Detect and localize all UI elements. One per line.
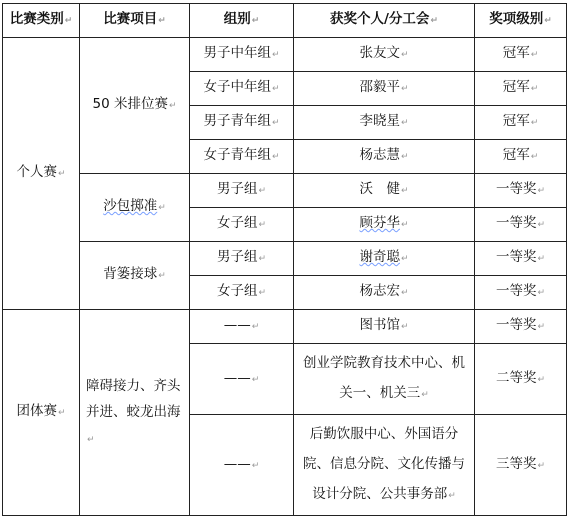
header-award: 奖项级别↵: [475, 4, 567, 38]
group-cell: 女子组↵: [190, 208, 294, 242]
award-cell: 二等奖↵: [475, 344, 567, 415]
winner-cell: 邵毅平↵: [294, 72, 475, 106]
group-cell: 男子青年组↵: [190, 106, 294, 140]
winner-cell: 谢奇聪↵: [294, 242, 475, 276]
winner-cell: 李晓星↵: [294, 106, 475, 140]
group-cell: 女子青年组↵: [190, 140, 294, 174]
award-cell: 一等奖↵: [475, 174, 567, 208]
group-cell: 男子组↵: [190, 174, 294, 208]
winner-cell: 张友文↵: [294, 38, 475, 72]
header-winner: 获奖个人/分工会↵: [294, 4, 475, 38]
table-row: [3, 310, 567, 344]
group-cell: ——↵: [190, 310, 294, 344]
header-row: [3, 4, 567, 38]
award-cell: 一等奖↵: [475, 242, 567, 276]
award-cell: 冠军↵: [475, 72, 567, 106]
header-category: 比赛类别↵: [3, 4, 80, 38]
table-row: [3, 242, 567, 276]
award-cell: 冠军↵: [475, 140, 567, 174]
event-sandbag: 沙包掷准↵: [80, 174, 190, 242]
winner-cell: 杨志宏↵: [294, 276, 475, 310]
group-cell: 男子中年组↵: [190, 38, 294, 72]
header-group: 组别↵: [190, 4, 294, 38]
table-row: [3, 174, 567, 208]
winner-cell: 顾芬华↵: [294, 208, 475, 242]
winner-cell: 沃 健↵: [294, 174, 475, 208]
header-event: 比赛项目↵: [80, 4, 190, 38]
group-cell: ——↵: [190, 344, 294, 415]
award-cell: 一等奖↵: [475, 276, 567, 310]
winner-cell: 创业学院教育技术中心、机关一、机关三↵: [294, 344, 475, 415]
award-cell: 三等奖↵: [475, 415, 567, 516]
award-cell: 一等奖↵: [475, 208, 567, 242]
awards-table: [2, 3, 567, 516]
category-individual: 个人赛↵: [3, 38, 80, 310]
winner-cell: 后勤饮服中心、外国语分院、信息分院、文化传播与设计分院、公共事务部↵: [294, 415, 475, 516]
event-sprint: 50 米排位赛↵: [80, 38, 190, 174]
group-cell: 女子中年组↵: [190, 72, 294, 106]
group-cell: ——↵: [190, 415, 294, 516]
event-basket: 背篓接球↵: [80, 242, 190, 310]
winner-cell: 杨志慧↵: [294, 140, 475, 174]
award-cell: 一等奖↵: [475, 310, 567, 344]
award-cell: 冠军↵: [475, 38, 567, 72]
category-team: 团体赛↵: [3, 310, 80, 516]
table-row: [3, 38, 567, 72]
event-team: 障碍接力、齐头并进、蛟龙出海↵: [80, 310, 190, 516]
group-cell: 男子组↵: [190, 242, 294, 276]
winner-cell: 图书馆↵: [294, 310, 475, 344]
group-cell: 女子组↵: [190, 276, 294, 310]
award-cell: 冠军↵: [475, 106, 567, 140]
